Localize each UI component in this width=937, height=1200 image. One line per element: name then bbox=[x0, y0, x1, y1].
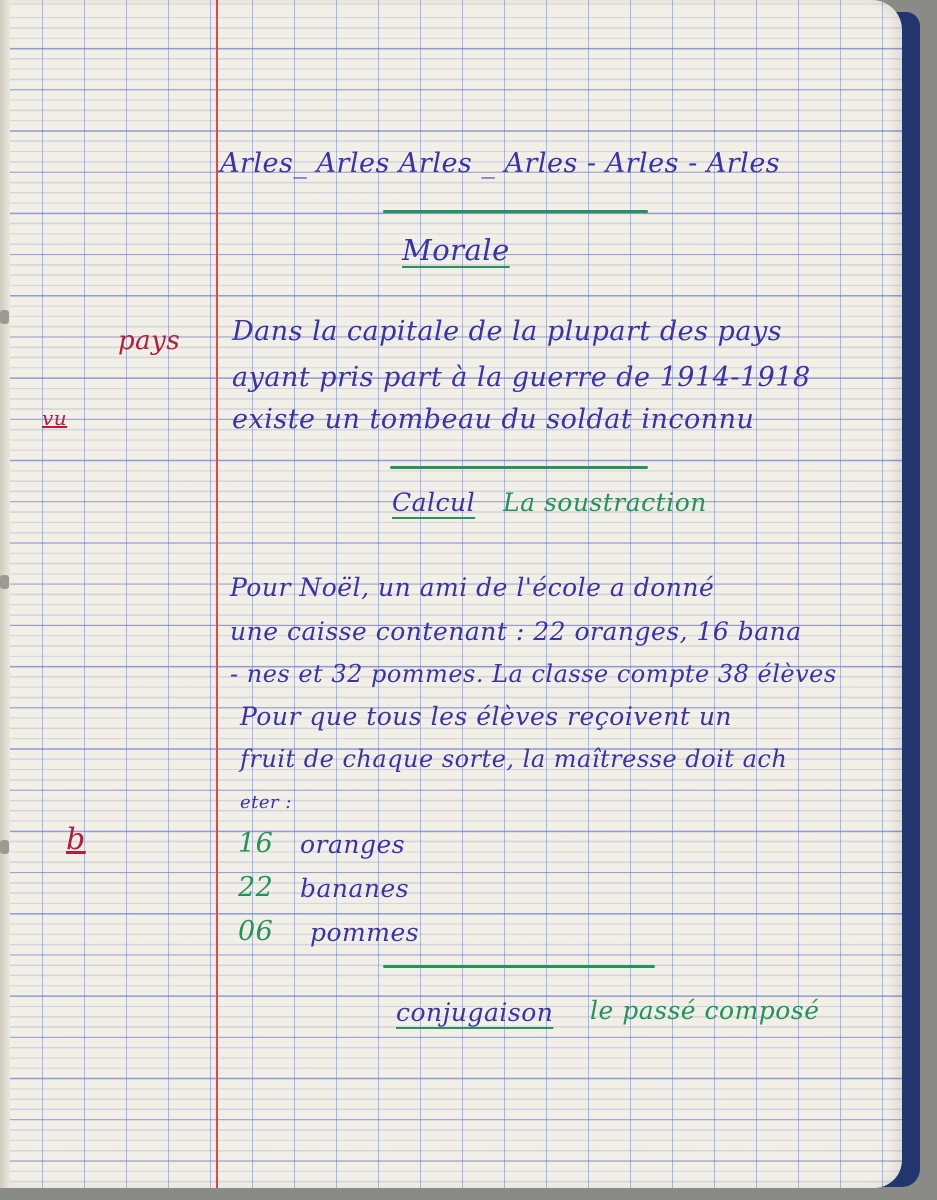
calcul-subtitle: La soustraction bbox=[503, 488, 707, 517]
section-divider bbox=[390, 466, 648, 469]
conjugaison-subtitle: le passé composé bbox=[590, 996, 820, 1025]
staple bbox=[0, 310, 9, 324]
morale-line: Dans la capitale de la plupart des pays bbox=[232, 316, 783, 347]
problem-line: une caisse contenant : 22 oranges, 16 bana bbox=[230, 617, 802, 646]
conjugaison-title: conjugaison bbox=[396, 998, 554, 1027]
problem-line: eter : bbox=[240, 792, 292, 813]
margin-note-b: b bbox=[66, 822, 86, 857]
section-divider bbox=[383, 210, 648, 213]
answer-item: oranges bbox=[300, 830, 406, 859]
problem-line: Pour Noël, un ami de l'école a donné bbox=[230, 573, 715, 602]
answer-item: bananes bbox=[300, 874, 410, 903]
staple bbox=[0, 575, 9, 589]
answer-number: 16 bbox=[238, 828, 274, 859]
answer-number: 22 bbox=[238, 872, 274, 903]
calcul-title: Calcul bbox=[392, 488, 476, 517]
page-heading: Arles_ Arles Arles _ Arles - Arles - Arles bbox=[220, 148, 781, 179]
problem-line: fruit de chaque sorte, la maîtresse doit ach bbox=[240, 745, 788, 773]
answer-number: 06 bbox=[238, 916, 274, 947]
morale-title: Morale bbox=[402, 233, 510, 267]
problem-line: - nes et 32 pommes. La classe compte 38 élèves bbox=[230, 660, 837, 688]
section-divider bbox=[383, 965, 655, 968]
problem-line: Pour que tous les élèves reçoivent un bbox=[240, 702, 733, 731]
margin-note-vu: vu bbox=[42, 406, 68, 430]
morale-line: existe un tombeau du soldat inconnu bbox=[232, 404, 755, 435]
page-binding bbox=[0, 0, 10, 1188]
morale-line: ayant pris part à la guerre de 1914-1918 bbox=[232, 362, 811, 393]
margin-note-pays: pays bbox=[118, 326, 181, 356]
answer-item: pommes bbox=[310, 918, 420, 947]
staple bbox=[0, 840, 9, 854]
